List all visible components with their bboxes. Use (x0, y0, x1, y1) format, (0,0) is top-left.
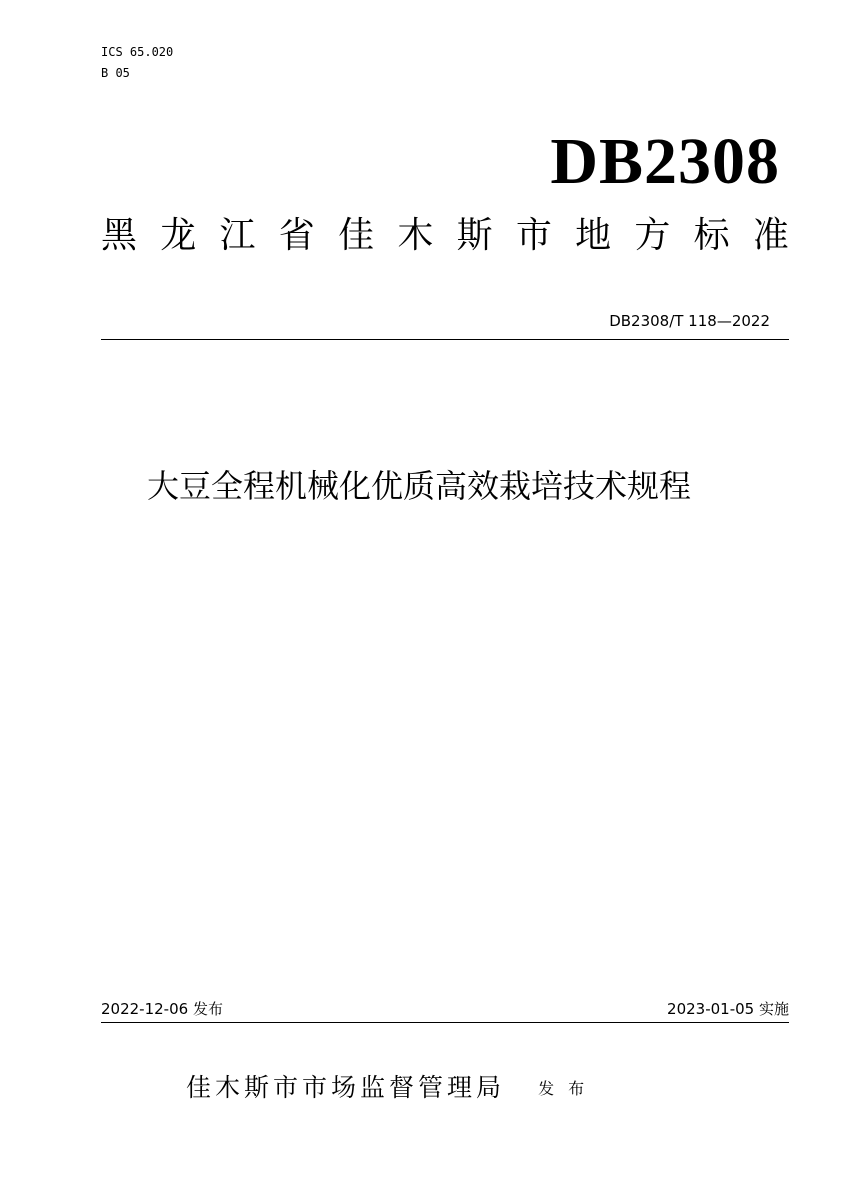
standard-number: DB2308/T 118—2022 (609, 312, 770, 330)
category-char: 方 (634, 215, 671, 256)
ccs-code: B 05 (101, 66, 130, 80)
standard-category-heading (101, 208, 789, 264)
document-title-text: 大豆全程机械化优质高效栽培技术规程 (146, 467, 691, 505)
category-char: 准 (752, 215, 789, 256)
footer-divider (101, 1022, 789, 1023)
category-char: 黑 (101, 215, 138, 256)
category-char: 市 (515, 215, 552, 256)
category-char: 佳 (338, 215, 375, 256)
document-title (0, 462, 850, 510)
category-char: 地 (575, 215, 612, 256)
category-char: 标 (693, 215, 730, 256)
category-char: 省 (278, 215, 315, 256)
implementation-date: 2023-01-05 实施 (667, 1000, 789, 1018)
header-divider (101, 339, 789, 340)
category-char: 龙 (160, 215, 197, 256)
category-char: 斯 (456, 215, 493, 256)
issue-date: 2022-12-06 发布 (101, 1000, 223, 1018)
ics-code: ICS 65.020 (101, 45, 174, 59)
classification-codes (101, 42, 173, 84)
publish-label: 发布 (538, 1079, 599, 1098)
publisher-line (186, 1068, 598, 1111)
publisher-name: 佳木斯市市场监督管理局 (186, 1073, 506, 1102)
category-char: 木 (397, 215, 434, 256)
category-char: 江 (219, 215, 256, 256)
date-row (101, 997, 789, 1021)
standard-code-heading: DB2308 (550, 125, 780, 198)
